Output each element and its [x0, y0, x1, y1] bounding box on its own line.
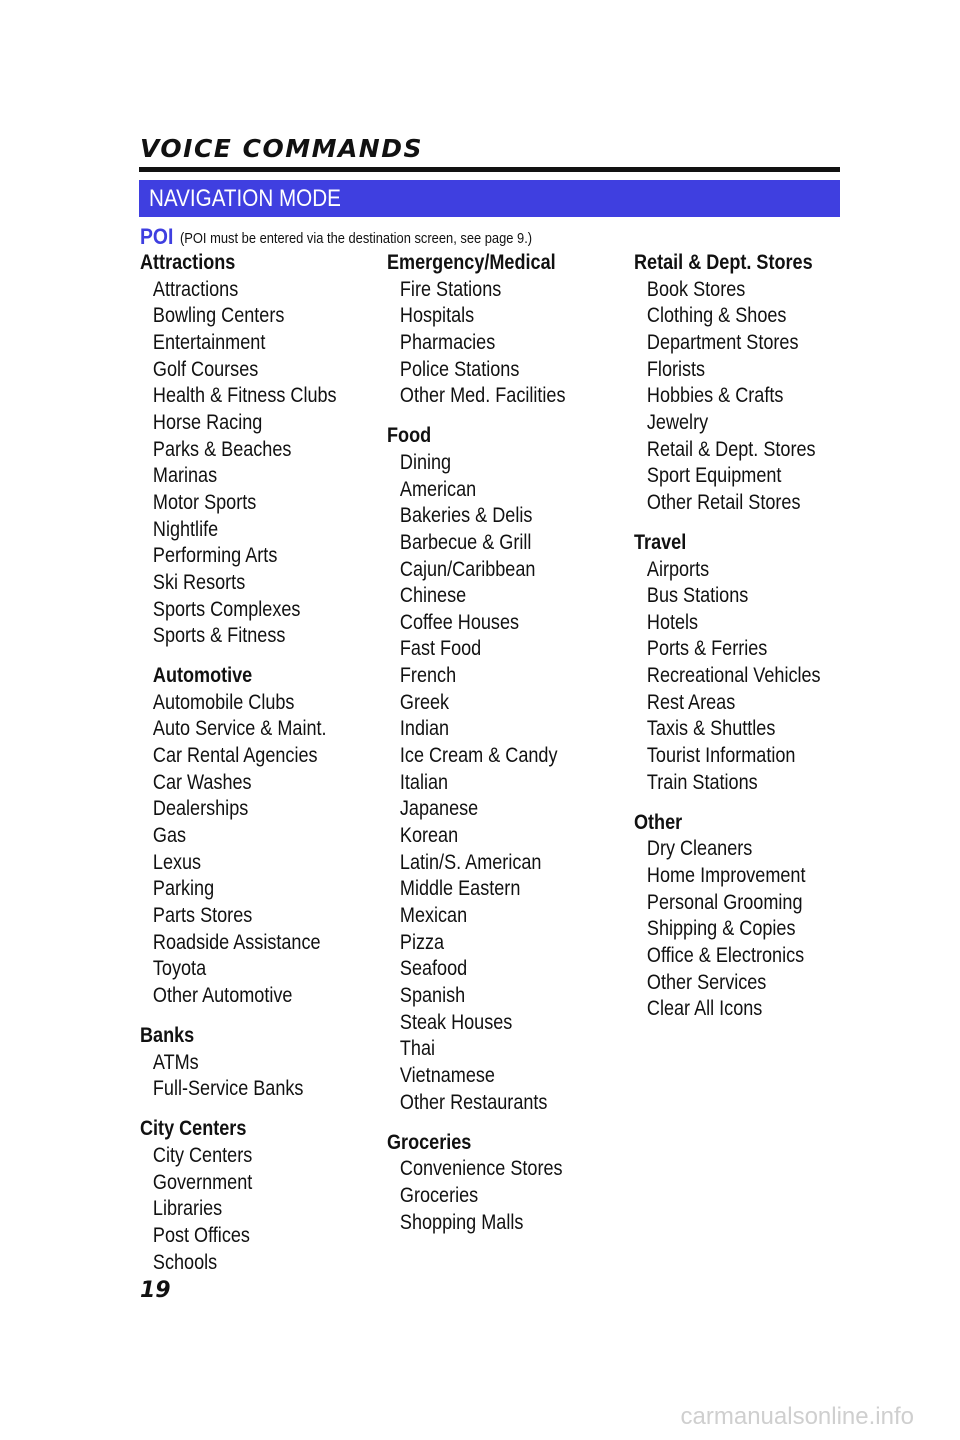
poi-item: City Centers [152, 1143, 253, 1167]
poi-item: Seafood [399, 957, 468, 981]
poi-item: Vietnamese [399, 1063, 495, 1087]
poi-item: Office & Electronics [646, 944, 805, 967]
poi-item: Jewelry [646, 410, 709, 434]
poi-item: Thai [399, 1037, 436, 1061]
poi-item: Convenience Stores [399, 1157, 563, 1181]
category-heading: Food [387, 424, 432, 448]
poi-item: Bowling Centers [152, 304, 285, 328]
poi-item: Car Rental Agencies [152, 744, 318, 768]
poi-item: Bakeries & Delis [399, 504, 533, 528]
category-heading: Automotive [152, 664, 253, 688]
poi-label: POI [140, 224, 174, 249]
category-spacer [387, 1116, 627, 1129]
poi-item: Shipping & Copies [646, 917, 796, 941]
poi-item: Hospitals [399, 304, 475, 328]
poi-item: Chinese [399, 584, 467, 608]
category-spacer [634, 517, 874, 530]
poi-item: Home Improvement [646, 864, 806, 888]
poi-item: American [399, 477, 477, 501]
poi-item: Roadside Assistance [152, 930, 321, 954]
poi-column-2 [387, 250, 627, 1236]
poi-item: Auto Service & Maint. [152, 717, 327, 741]
page-number: 19 [140, 1278, 171, 1303]
poi-item: Sports & Fitness [152, 624, 286, 648]
poi-column-1 [140, 250, 380, 1276]
category-spacer [387, 410, 627, 423]
poi-item: Automobile Clubs [152, 690, 295, 714]
poi-item: Hotels [646, 610, 699, 634]
poi-item: Barbecue & Grill [399, 530, 532, 554]
poi-item: Pizza [399, 930, 445, 954]
category-heading: Attractions [140, 251, 236, 274]
poi-item: Other Med. Facilities [399, 384, 566, 408]
poi-item: Dining [399, 450, 452, 474]
poi-item: Full-Service Banks [152, 1077, 304, 1101]
poi-item: Attractions [152, 277, 239, 301]
poi-item: Book Stores [646, 277, 746, 301]
poi-item: Performing Arts [152, 544, 278, 568]
poi-item: Dry Cleaners [646, 837, 753, 861]
poi-item: Nightlife [152, 517, 219, 541]
category-spacer [140, 1010, 380, 1023]
poi-item: Steak Houses [399, 1010, 513, 1034]
poi-item: Sport Equipment [646, 464, 782, 488]
poi-item: Libraries [152, 1197, 223, 1221]
poi-item: Train Stations [646, 770, 758, 794]
poi-item: Health & Fitness Clubs [152, 384, 337, 408]
poi-item: Mexican [399, 904, 468, 928]
poi-item: Indian [399, 717, 450, 741]
category-heading: Emergency/Medical [387, 251, 556, 274]
poi-item: Latin/S. American [399, 850, 542, 874]
poi-item: Post Offices [152, 1223, 250, 1247]
poi-item: Korean [399, 824, 459, 848]
poi-item: Parks & Beaches [152, 437, 292, 461]
poi-item: Car Washes [152, 770, 252, 794]
poi-item: Clothing & Shoes [646, 304, 787, 328]
poi-item: Rest Areas [646, 690, 736, 714]
poi-item: Other Automotive [152, 984, 293, 1008]
poi-item: Clear All Icons [646, 997, 763, 1021]
poi-item: Other Services [646, 970, 767, 994]
poi-item: Dealerships [152, 797, 249, 821]
category-heading: Groceries [387, 1130, 472, 1154]
category-heading: Banks [140, 1023, 195, 1047]
poi-item: Schools [152, 1250, 218, 1274]
poi-item: Retail & Dept. Stores [646, 437, 816, 461]
poi-item: Marinas [152, 464, 218, 488]
poi-heading [140, 224, 533, 250]
poi-item: Personal Grooming [646, 890, 803, 914]
poi-item: Shopping Malls [399, 1210, 524, 1234]
poi-item: Hobbies & Crafts [646, 384, 784, 408]
category-heading: Other [634, 810, 683, 834]
category-heading: City Centers [140, 1117, 247, 1141]
poi-item: Police Stations [399, 357, 520, 381]
poi-item: Lexus [152, 850, 202, 874]
poi-item: Gas [152, 824, 187, 848]
poi-item: Japanese [399, 797, 479, 821]
poi-item: Recreational Vehicles [646, 664, 821, 688]
category-spacer [634, 796, 874, 809]
poi-item: Government [152, 1170, 253, 1194]
page-title: VOICE COMMANDS [140, 134, 423, 163]
category-spacer [140, 650, 380, 663]
poi-note: (POI must be entered via the destination screen, see page 9.) [180, 230, 533, 247]
poi-item: Taxis & Shuttles [646, 717, 776, 741]
poi-item: Fast Food [399, 637, 482, 661]
title-divider [139, 167, 840, 172]
poi-item: Parking [152, 877, 215, 901]
poi-item: Parts Stores [152, 904, 253, 928]
poi-item: Ice Cream & Candy [399, 744, 558, 768]
section-banner [139, 180, 840, 217]
poi-item: Ports & Ferries [646, 637, 768, 661]
poi-item: Spanish [399, 984, 466, 1008]
poi-item: Florists [646, 357, 706, 381]
category-spacer [140, 1103, 380, 1116]
poi-item: Entertainment [152, 330, 266, 354]
poi-item: Pharmacies [399, 330, 496, 354]
poi-item: Ski Resorts [152, 570, 246, 594]
category-heading: Retail & Dept. Stores [634, 251, 813, 274]
poi-item: Sports Complexes [152, 597, 301, 621]
poi-item: Other Retail Stores [646, 490, 801, 514]
poi-item: Bus Stations [646, 584, 749, 608]
poi-item: Fire Stations [399, 277, 502, 301]
poi-item: French [399, 664, 457, 688]
poi-item: Coffee Houses [399, 610, 520, 634]
watermark: carmanualsonline.info [680, 1403, 914, 1430]
poi-item: Airports [646, 557, 710, 581]
poi-item: Motor Sports [152, 490, 257, 514]
category-heading: Travel [634, 530, 687, 554]
section-banner-label: NAVIGATION MODE [149, 185, 341, 212]
poi-item: Italian [399, 770, 449, 794]
poi-item: Golf Courses [152, 357, 259, 381]
poi-item: Greek [399, 690, 450, 714]
poi-item: Department Stores [646, 330, 799, 354]
poi-item: Tourist Information [646, 744, 796, 768]
poi-item: Middle Eastern [399, 877, 521, 901]
poi-item: ATMs [152, 1050, 199, 1074]
poi-item: Cajun/Caribbean [399, 557, 536, 581]
poi-item: Horse Racing [152, 410, 263, 434]
poi-item: Other Restaurants [399, 1090, 548, 1114]
poi-item: Groceries [399, 1183, 479, 1207]
poi-item: Toyota [152, 957, 207, 981]
poi-column-3 [634, 250, 874, 1023]
